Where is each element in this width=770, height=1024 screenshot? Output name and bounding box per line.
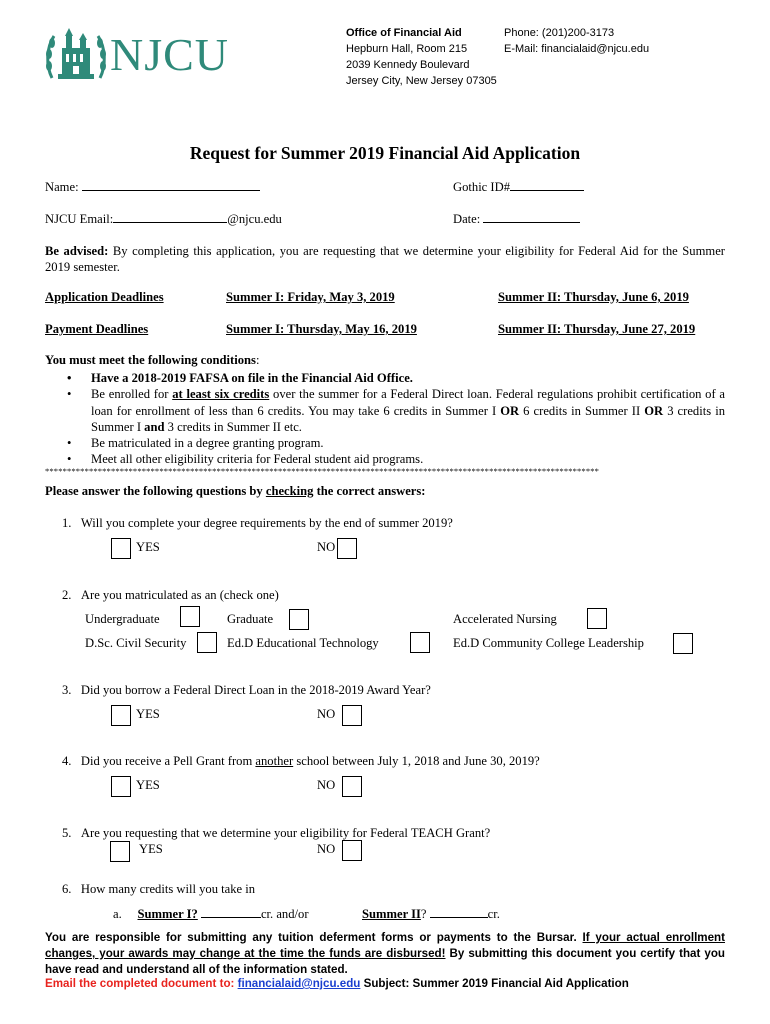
office-phone: Phone: (201)200-3173 xyxy=(504,27,615,39)
office-room: Hepburn Hall, Room 215 xyxy=(346,43,468,55)
q4-yes-checkbox[interactable] xyxy=(111,776,131,797)
office-name: Office of Financial Aid xyxy=(346,27,462,39)
q6-summer1-field[interactable]: a. Summer I? cr. and/or xyxy=(113,907,309,921)
option-edd-ccl-checkbox[interactable] xyxy=(673,633,693,654)
date-label: Date: xyxy=(453,212,484,226)
option-graduate-checkbox[interactable] xyxy=(289,609,309,630)
gothic-id-field[interactable] xyxy=(453,179,584,195)
condition-credits: • Be enrolled for at least six credits over the summer for a Federal Direct loan. Federal regulations prohibit certification of a loan for enrollment of less than 6 credits. You may take 6 credits in Summer I OR 6 credits in Summer II OR 3 credits in Summer I and 3 credits in Summer II etc. xyxy=(45,386,725,435)
conditions-list xyxy=(45,370,725,468)
option-graduate-label: Graduate xyxy=(227,612,274,626)
conditions-heading: You must meet the following conditions: xyxy=(45,353,260,367)
q5-yes-label: YES xyxy=(139,842,163,856)
payment-deadlines-label: Payment Deadlines xyxy=(45,322,149,336)
office-address xyxy=(346,25,497,89)
option-dsc-checkbox[interactable] xyxy=(197,632,217,653)
option-edd-ccl-label: Ed.D Community College Leadership xyxy=(453,636,644,650)
separator-line: ****************************************************************************************************************************** xyxy=(45,466,600,476)
option-edd-tech-label: Ed.D Educational Technology xyxy=(227,636,379,650)
question-2: 2. Are you matriculated as an (check one) xyxy=(62,588,279,602)
option-nursing-label: Accelerated Nursing xyxy=(453,612,557,626)
q3-yes-label: YES xyxy=(136,707,160,721)
email-instruction xyxy=(45,977,629,990)
office-street: 2039 Kennedy Boulevard xyxy=(346,59,470,71)
q3-no-label: NO xyxy=(317,707,336,721)
application-deadline-summer2: Summer II: Thursday, June 6, 2019 xyxy=(498,290,689,304)
email-subject: Subject: Summer 2019 Financial Aid Application xyxy=(360,977,629,990)
advised-note: Be advised: By completing this application, you are requesting that we determine your eligibility for Federal Aid for the Summer 2019 semester. xyxy=(45,244,725,274)
q3-yes-checkbox[interactable] xyxy=(111,705,131,726)
application-deadline-summer1: Summer I: Friday, May 3, 2019 xyxy=(226,290,395,304)
application-deadlines-label: Application Deadlines xyxy=(45,290,164,304)
njcu-logo xyxy=(44,26,234,88)
q4-yes-label: YES xyxy=(136,778,160,792)
option-edd-tech-checkbox[interactable] xyxy=(410,632,430,653)
question-5: 5. Are you requesting that we determine your eligibility for Federal TEACH Grant? xyxy=(62,826,491,840)
q1-no-checkbox[interactable] xyxy=(337,538,357,559)
university-seal-icon xyxy=(44,26,108,88)
option-dsc-label: D.Sc. Civil Security xyxy=(85,636,187,650)
page-title: Request for Summer 2019 Financial Aid Application xyxy=(189,143,581,163)
logo-wordmark: NJCU xyxy=(110,29,230,80)
name-field[interactable] xyxy=(45,179,260,195)
option-undergraduate-label: Undergraduate xyxy=(85,612,160,626)
email-suffix: @njcu.edu xyxy=(227,212,282,226)
condition-fafsa: • Have a 2018-2019 FAFSA on file in the Financial Aid Office. xyxy=(45,370,725,386)
q5-yes-checkbox[interactable] xyxy=(110,841,130,862)
office-email: E-Mail: financialaid@njcu.edu xyxy=(504,43,650,55)
email-field[interactable] xyxy=(45,211,282,227)
q1-yes-label: YES xyxy=(136,540,160,554)
q1-yes-checkbox[interactable] xyxy=(111,538,131,559)
option-undergraduate-checkbox[interactable] xyxy=(180,606,200,627)
question-6: 6. How many credits will you take in xyxy=(62,882,256,896)
instructions: Please answer the following questions by checking the correct answers: xyxy=(45,484,426,498)
responsibility-note: You are responsible for submitting any tuition deferment forms or payments to the Bursar. If your actual enrollment changes, your awards may change at the time the funds are disbursed! By submitting this document you certify that you have read and understand all of the information stated. xyxy=(45,931,725,976)
q3-no-checkbox[interactable] xyxy=(342,705,362,726)
q5-no-label: NO xyxy=(317,842,336,856)
payment-deadline-summer1: Summer I: Thursday, May 16, 2019 xyxy=(226,322,417,336)
office-contact xyxy=(504,25,649,57)
q6-summer2-field[interactable]: Summer II? cr. xyxy=(362,907,500,921)
condition-matriculated: • Be matriculated in a degree granting program. xyxy=(45,435,725,451)
q1-no-label: NO xyxy=(317,540,336,554)
q4-no-checkbox[interactable] xyxy=(342,776,362,797)
email-label: NJCU Email: xyxy=(45,212,114,226)
q4-no-label: NO xyxy=(317,778,336,792)
email-instruction-label: Email the completed document to: xyxy=(45,977,238,990)
office-city: Jersey City, New Jersey 07305 xyxy=(346,75,497,87)
q5-no-checkbox[interactable] xyxy=(342,840,362,861)
option-nursing-checkbox[interactable] xyxy=(587,608,607,629)
name-label: Name: xyxy=(45,180,82,194)
question-3: 3. Did you borrow a Federal Direct Loan in the 2018-2019 Award Year? xyxy=(62,683,431,697)
financial-aid-email-link[interactable]: financialaid@njcu.edu xyxy=(237,977,361,990)
payment-deadline-summer2: Summer II: Thursday, June 27, 2019 xyxy=(498,322,696,336)
gothic-id-label: Gothic ID# xyxy=(453,180,511,194)
question-4: 4. Did you receive a Pell Grant from another school between July 1, 2018 and June 30, 2019? xyxy=(62,754,540,768)
condition-eligibility: • Meet all other eligibility criteria for Federal student aid programs. xyxy=(45,451,725,467)
question-1: 1. Will you complete your degree requirements by the end of summer 2019? xyxy=(62,516,453,530)
date-field[interactable] xyxy=(453,211,580,227)
